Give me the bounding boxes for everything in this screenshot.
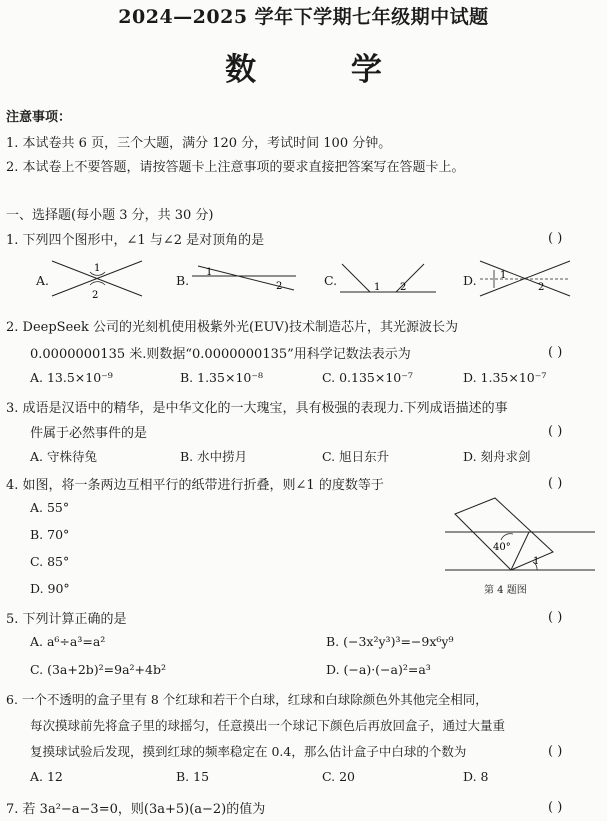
q6-option-b: B. 15	[176, 769, 210, 784]
q2-option-a: A. 13.5×10⁻⁹	[30, 370, 113, 385]
q3-option-b: B. 水中捞月	[180, 449, 248, 464]
q2-option-c: C. 0.135×10⁻⁷	[322, 370, 413, 385]
notice-heading: 注意事项：	[6, 110, 72, 125]
q5-option-b: B. (−3x²y³)³=−9x⁶y⁹	[326, 634, 454, 649]
q1a-angle2: 2	[92, 290, 99, 300]
q1-option-d-label: D.	[463, 273, 477, 288]
q1c-angle2: 2	[400, 282, 407, 293]
q1-figure-b	[190, 262, 300, 294]
q1a-angle1: 1	[94, 263, 101, 274]
q3-option-d: D. 刻舟求剑	[463, 449, 531, 464]
q1d-angle1: 1	[500, 270, 507, 281]
q1-stem: 1. 下列四个图形中，∠1 与∠2 是对顶角的是	[6, 233, 265, 248]
q4-option-d: D. 90°	[30, 581, 70, 596]
q2-line1: 2. DeepSeek 公司的光刻机使用极紫外光(EUV)技术制造芯片，其光源波长为	[6, 320, 458, 335]
q6-option-a: A. 12	[30, 769, 63, 784]
q5-option-a: A. a⁶÷a³=a²	[30, 634, 106, 649]
q3-line1: 3. 成语是汉语中的精华，是中华文化的一大瑰宝，具有极强的表现力.下列成语描述的事	[6, 401, 508, 416]
notice-item-1: 1. 本试卷共 6 页，三个大题，满分 120 分，考试时间 100 分钟。	[6, 136, 392, 151]
q1-option-b-label: B.	[176, 273, 190, 288]
q4-option-c: C. 85°	[30, 554, 70, 569]
q4-stem: 4. 如图，将一条两边互相平行的纸带进行折叠，则∠1 的度数等于	[6, 478, 384, 493]
q1b-angle2: 2	[276, 281, 283, 292]
q4-figure-caption: 第 4 题图	[484, 585, 527, 596]
q1d-angle2: 2	[538, 282, 545, 293]
q2-line2: 0.0000000135 米.则数据“0.0000000135”用科学记数法表示为	[30, 347, 411, 362]
q5-option-d: D. (−a)·(−a)²=a³	[326, 662, 431, 677]
q3-option-c: C. 旭日东升	[322, 449, 390, 464]
q1-option-a-label: A.	[36, 273, 50, 288]
q2-answer-paren: ( )	[548, 345, 563, 360]
q6-line1: 6. 一个不透明的盒子里有 8 个红球和若干个白球，红球和白球除颜色外其他完全相同，	[6, 692, 488, 707]
q5-answer-paren: ( )	[548, 610, 563, 625]
q7-answer-paren: ( )	[548, 800, 563, 815]
q4-figure	[445, 494, 595, 579]
q5-option-c: C. (3a+2b)²=9a²+4b²	[30, 662, 166, 677]
q1c-angle1: 1	[374, 282, 381, 293]
q1-figure-d	[478, 258, 573, 300]
q6-line2: 每次摸球前先将盒子里的球摇匀，任意摸出一个球记下颜色后再放回盒子，通过大量重	[30, 718, 506, 733]
q6-line3: 复摸球试验后发现，摸到红球的频率稳定在 0.4，那么估计盒子中白球的个数为	[30, 744, 467, 759]
q2-option-b: B. 1.35×10⁻⁸	[180, 370, 263, 385]
q1b-angle1: 1	[206, 267, 213, 278]
q7-stem: 7. 若 3a²−a−3=0，则(3a+5)(a−2)的值为	[6, 802, 266, 817]
notice-item-2: 2. 本试卷上不要答题，请按答题卡上注意事项的要求直接把答案写在答题卡上。	[6, 160, 465, 175]
section-heading: 一、选择题(每小题 3 分，共 30 分)	[6, 208, 214, 223]
q1-figure-a	[50, 258, 145, 300]
q4-option-a: A. 55°	[30, 500, 70, 515]
q3-line2: 件属于必然事件的是	[30, 426, 148, 441]
q4-option-b: B. 70°	[30, 527, 70, 542]
q4-figure-label: 1	[533, 556, 540, 567]
q1-option-c-label: C.	[324, 273, 338, 288]
q1-answer-paren: ( )	[548, 231, 563, 246]
exam-title: 2024—2025 学年下学期七年级期中试题	[118, 6, 489, 28]
q5-stem: 5. 下列计算正确的是	[6, 612, 127, 627]
subject-title: 数 学	[225, 52, 424, 88]
q6-option-c: C. 20	[322, 769, 355, 784]
q6-option-d: D. 8	[463, 769, 489, 784]
q1-figure-c	[338, 260, 438, 296]
q3-answer-paren: ( )	[548, 424, 563, 439]
q2-option-d: D. 1.35×10⁻⁷	[463, 370, 547, 385]
q6-answer-paren: ( )	[548, 744, 563, 759]
q4-answer-paren: ( )	[548, 476, 563, 491]
q3-option-a: A. 守株待兔	[30, 449, 97, 464]
q4-figure-angle: 40°	[493, 542, 511, 553]
